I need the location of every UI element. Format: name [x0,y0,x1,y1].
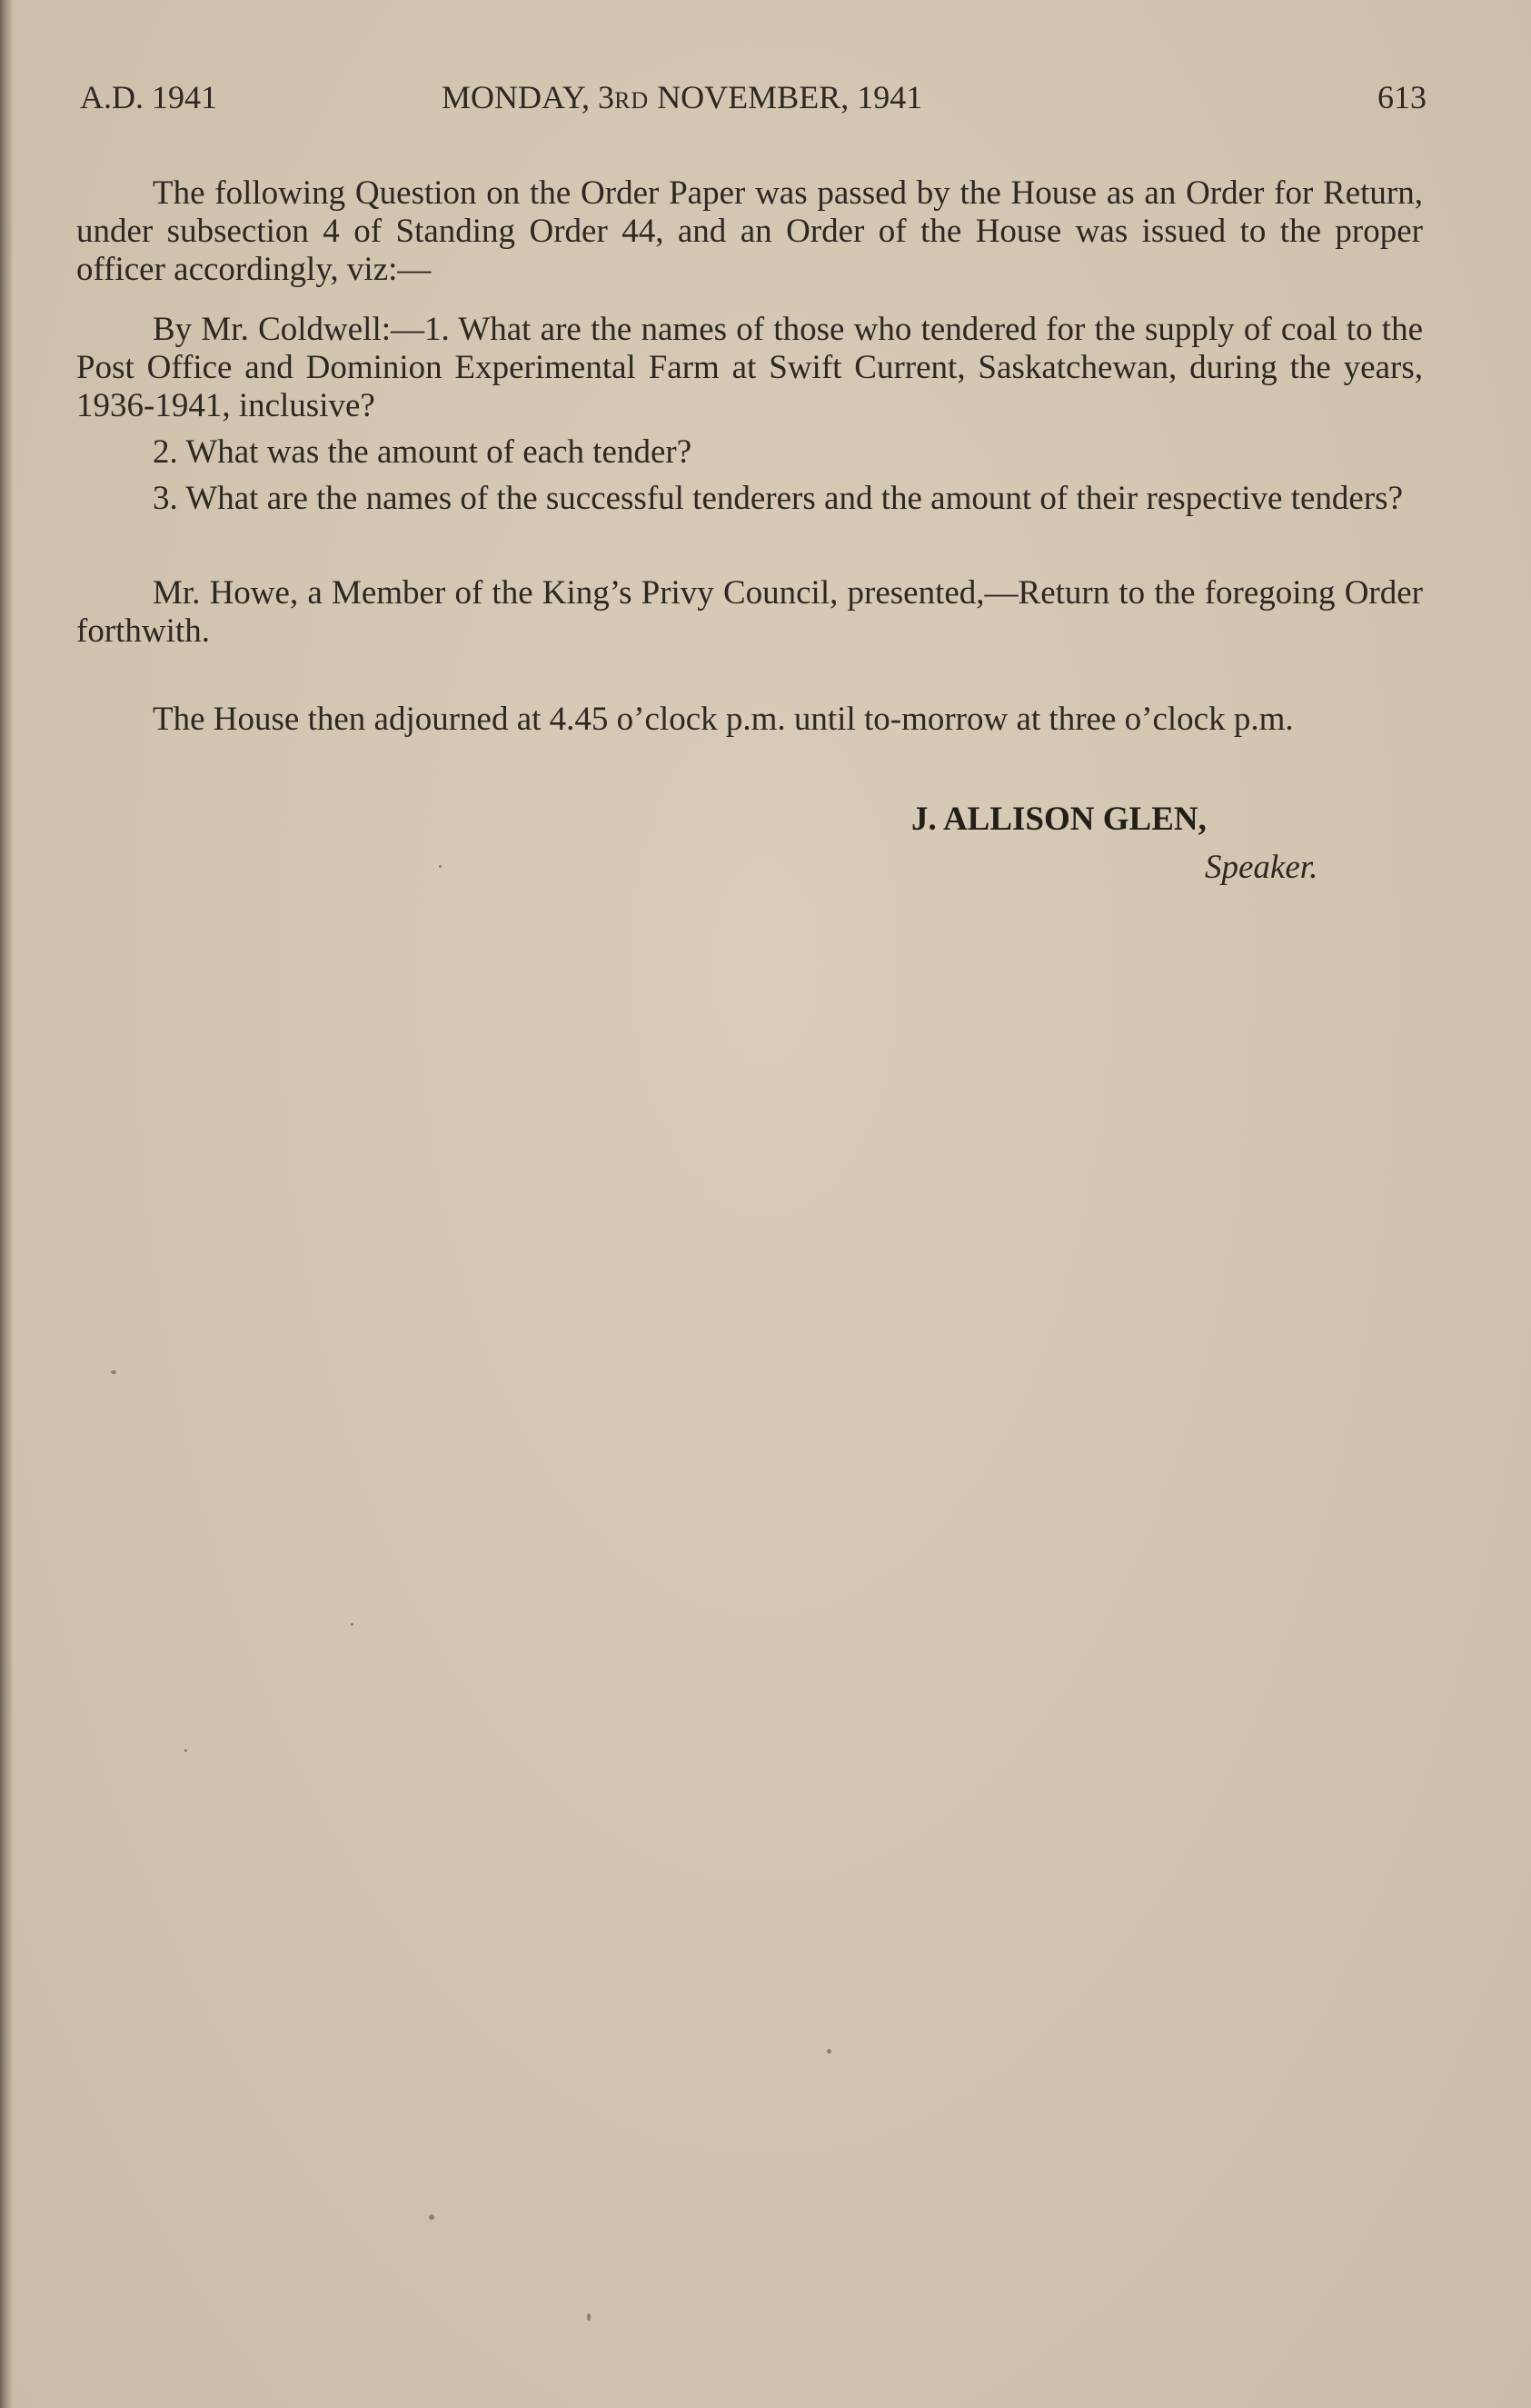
speaker-name: J. ALLISON GLEN, [911,801,1207,838]
header-day: MONDAY, 3 [442,79,615,115]
paper-speck [351,1623,353,1626]
paragraph-return-presented: Mr. Howe, a Member of the King’s Privy Council, presented,—Return to the foregoing Order forthwith. [76,574,1423,650]
paper-speck [827,2049,831,2054]
paper-speck [439,865,442,868]
header-ordinal: RD [614,87,650,114]
header-month-year: NOVEMBER, 1941 [649,79,923,115]
speaker-title: Speaker. [1205,849,1318,886]
paragraph-question-1: By Mr. Coldwell:—1. What are the names of those who tendered for the supply of coal to the Post Office and Dominion Experimental Farm at Swift Current, Saskatchewan, during the years, 1936-1941, inclusive? [76,311,1423,424]
paper-speck [111,1370,116,1374]
paragraph-order-for-return: The following Question on the Order Paper was passed by the House as an Order for Return, under subsection 4 of Standing Order 44, and an Order of the House was issued to the proper officer accordingly, viz:— [76,174,1423,288]
paper-speck [429,2214,434,2220]
header-date [442,75,922,124]
paragraph-adjournment: The House then adjourned at 4.45 o’clock p.m. until to-morrow at three o’clock p.m. [153,701,1294,738]
paragraph-question-2: 2. What was the amount of each tender? [153,433,692,471]
page-number: 613 [1377,79,1427,115]
header-year: A.D. 1941 [80,79,217,115]
paragraph-question-3: 3. What are the names of the successful tenderers and the amount of their respective tenders? [153,480,1403,517]
binding-edge [0,0,13,2408]
paper-speck [184,1749,187,1752]
running-header [80,75,1427,120]
paper-speck [587,2313,591,2321]
